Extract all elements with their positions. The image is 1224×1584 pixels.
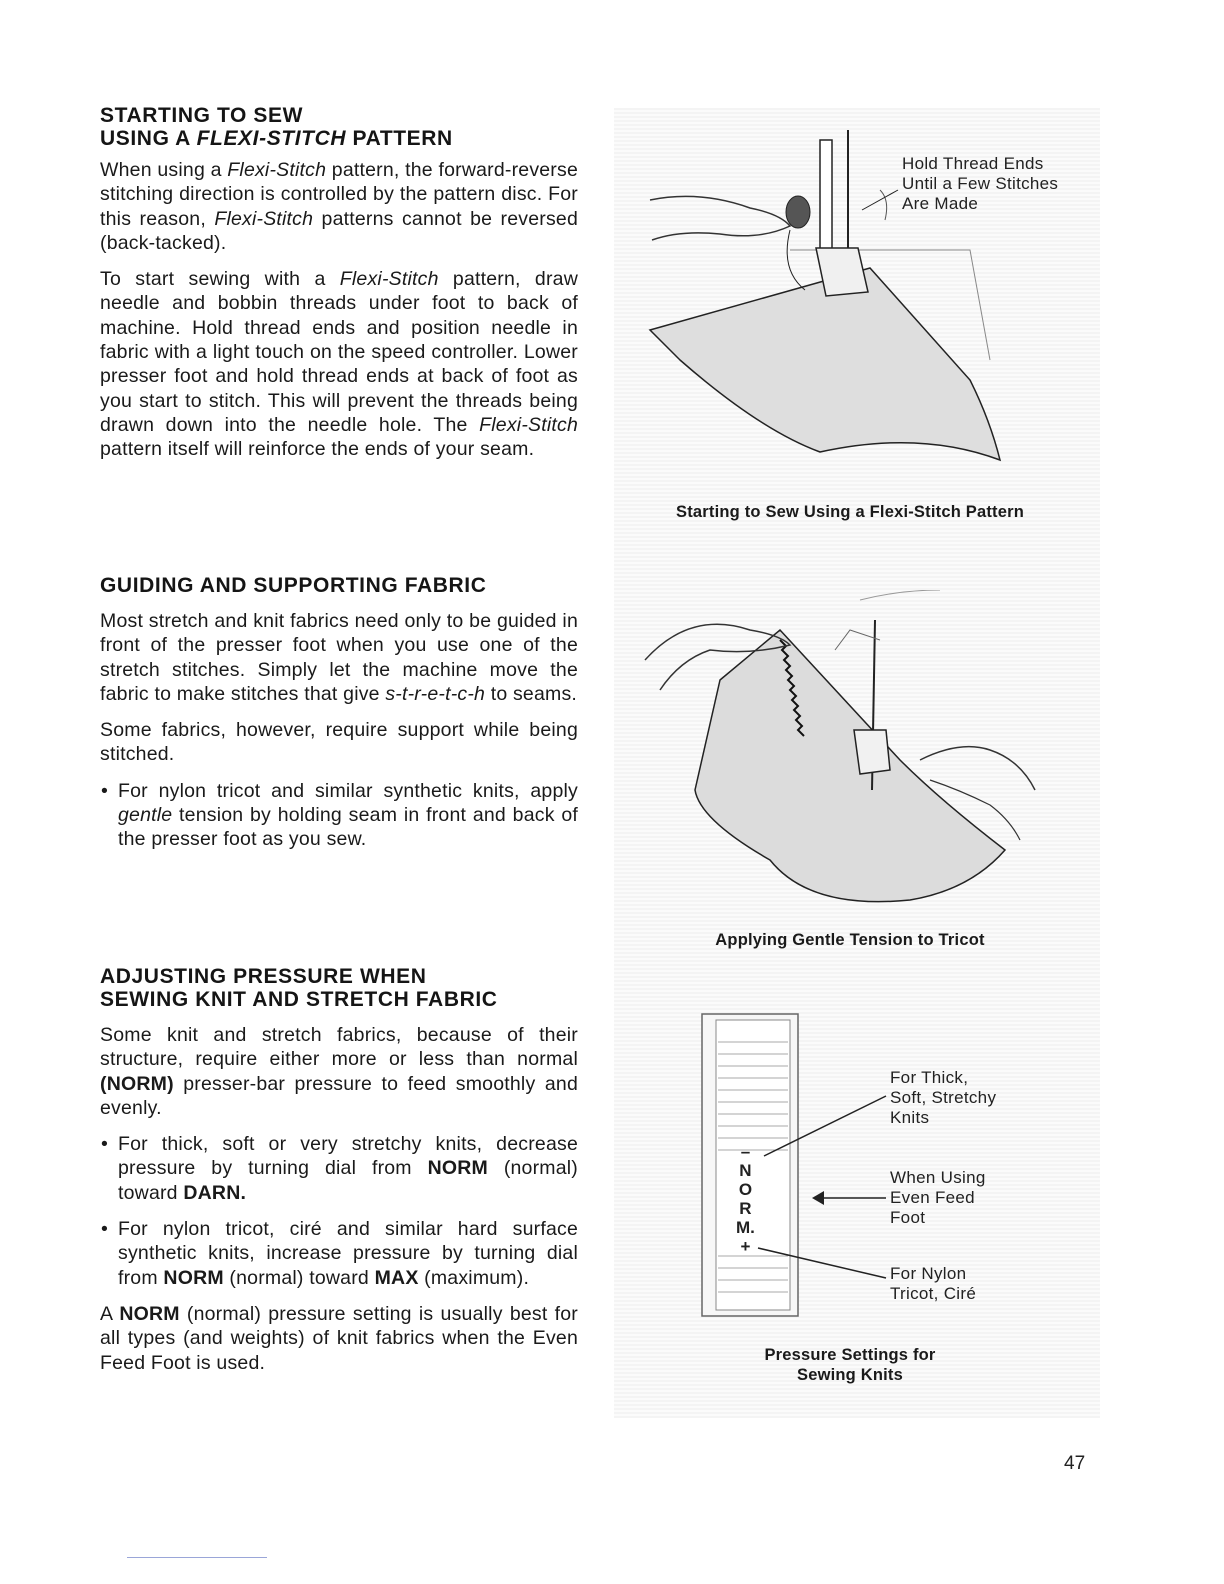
dial-mark-minus: – bbox=[740, 1142, 751, 1161]
section-guiding-fabric bbox=[100, 574, 578, 852]
paragraph: To start sewing with a Flexi-Stitch pattern, draw needle and bobbin threads under foot to back of machine. Hold thread ends and position needle in fabric with a light touch on the speed controller. Lower presser foot and hold thread ends at back of foot as you start to stitch. This will prevent the threads being drawn down into the needle hole. The Flexi-Stitch pattern itself will reinforce the ends of your seam. bbox=[100, 268, 578, 461]
page-number: 47 bbox=[1064, 1453, 1086, 1474]
paragraph: When using a Flexi-Stitch pattern, the forward-reverse stitching direction is controlled by the pattern disc. For this reason, Flexi-Stitch patterns cannot be reversed (back-tacked). bbox=[100, 159, 578, 254]
figure2-caption: Applying Gentle Tension to Tricot bbox=[715, 931, 985, 949]
paragraph: Some fabrics, however, require support while being stitched. bbox=[100, 719, 578, 766]
figure1-caption: Starting to Sew Using a Flexi-Stitch Pattern bbox=[675, 503, 1025, 521]
label-nylon-tricot: For Nylon Tricot, Ciré bbox=[890, 1264, 977, 1303]
paragraph: A NORM (normal) pressure setting is usually best for all types (and weights) of knit fabrics when the Even Feed Foot is used. bbox=[100, 1302, 579, 1374]
paragraph: Most stretch and knit fabrics need only to be guided in front of the presser foot when you use one of the stretch stitches. Simply let the machine move the fabric to make stitches that give s-t-r-e-t-c-h to seams. bbox=[100, 610, 578, 705]
figure1-label: Hold Thread Ends Until a Few Stitches Are Made bbox=[902, 154, 1059, 213]
list-item: • For thick, soft or very stretchy knits, decrease pressure by turning dial from NORM (normal) toward DARN. bbox=[100, 1132, 578, 1205]
paragraph: Some knit and stretch fabrics, because of their structure, require either more or less than normal (NORM) presser-bar pressure to feed smoothly and evenly. bbox=[100, 1024, 578, 1119]
figure3-caption: Pressure Settings for Sewing Knits bbox=[764, 1346, 936, 1384]
dial-letter: N bbox=[739, 1161, 752, 1180]
list-item: • For nylon tricot and similar synthetic knits, apply gentle tension by holding seam in front and back of the presser foot as you sew. bbox=[100, 779, 578, 852]
dial-letter: R bbox=[739, 1199, 752, 1218]
section-title: ADJUSTING PRESSURE WHEN SEWING KNIT AND STRETCH FABRIC bbox=[100, 965, 498, 1011]
section-adjusting-pressure bbox=[100, 965, 578, 1375]
figure-tension-tricot bbox=[640, 590, 1040, 920]
section-title: GUIDING AND SUPPORTING FABRIC bbox=[100, 574, 487, 597]
list-item: • For nylon tricot, ciré and similar hard surface synthetic knits, increase pressure by turning dial from NORM (normal) toward MAX (maximum). bbox=[100, 1217, 578, 1290]
label-thick-knits: For Thick, Soft, Stretchy Knits bbox=[890, 1068, 997, 1127]
dial-mark-plus: + bbox=[740, 1237, 751, 1256]
bullet-list bbox=[100, 1132, 578, 1290]
dial-letter: O bbox=[738, 1180, 753, 1199]
section-title: STARTING TO SEW USING A FLEXI-STITCH PATTERN bbox=[100, 104, 453, 150]
dial-markings bbox=[736, 1142, 755, 1256]
bullet-list bbox=[100, 779, 578, 852]
label-even-feed: When Using Even Feed Foot bbox=[890, 1168, 986, 1227]
divider bbox=[127, 1557, 267, 1558]
section-starting-to-sew bbox=[100, 104, 578, 462]
dial-letter: M. bbox=[736, 1218, 755, 1237]
